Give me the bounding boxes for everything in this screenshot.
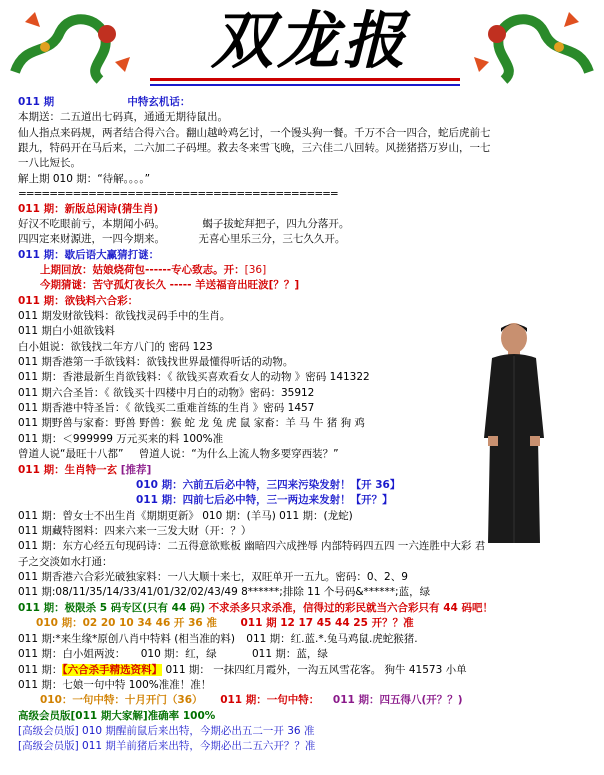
line-41: [高级会员版] 010 期醒前鼠后来出特，今期必出五二一开 36 准 (18, 725, 315, 737)
line-4: 跟九，特码开在马后来，二六加二子码埋。救去冬来雪飞晚，三六佳二八回转。风搓猪搭万岁山，一七 (18, 142, 491, 154)
line-28: 011 期藏特图料：四来六来一三发大财（开：？） (18, 525, 252, 537)
line-2: 本期送：二五道出七码真，通通无期待鼠出。 (18, 111, 228, 123)
line-12: 今期猜谜：苦守孤灯夜长久 ----- 羊送福音出旺波[？？] (40, 279, 300, 291)
line-42: [高级会员版] 011 期羊前猪后来出特，今期必出二五六开？？准 (18, 740, 316, 752)
dragon-left-icon (5, 2, 140, 87)
line-24: 011 期：生肖特一玄 [推荐] (18, 464, 152, 476)
header-rule (150, 84, 460, 86)
line-5: 一八比短长。 (18, 157, 81, 169)
line-11: 上期回放：姑娘烧荷包------专心致志。开：[36] (40, 264, 267, 276)
line-3: 仙人指点来码规，两者结合得六合。翻山越岭鸡乞讨，一个馒头狗一餐。千万不合一四合，蛇后虎前七 (18, 127, 491, 139)
line-7: 011 期：新版总闲诗(猜生肖) (18, 203, 159, 215)
line-35: 011 期:*来生缘*原创八肖中特料 (相当准的料) 011 期：红.蓝.*.兔马鸡鼠.虎蛇猴猪. (18, 633, 418, 645)
line-34: 010 期：02 20 10 34 46 开 36 准 011 期 12 17 45 44 25 开？？准 (36, 617, 414, 629)
line-27: 011 期：曾女士不出生肖《期期更新》 010 期：(羊马) 011 期：(龙蛇) (18, 510, 353, 522)
header (0, 0, 604, 92)
line-19: 011 期六合圣旨：《 欲钱买十四楼中月白的动物》密码：35912 (18, 387, 315, 399)
line-22: 011 期：＜999999 万元买来的料 100%准 (18, 433, 224, 445)
line-30: 子之交淡如水打通： (18, 556, 113, 568)
line-36: 011 期：白小姐两波： 010 期：红，绿 011 期：蓝，绿 (18, 648, 328, 660)
line-26: 011 期：四前七后必中特，三一两边来发射！【开？】 (136, 494, 393, 506)
line-6: 解上期 010 期：“待解。。。。” (18, 173, 151, 185)
line-32: 011 期:08/11/35/14/33/41/01/32/02/43/49 8******;排除 11 个号码&******;蓝，绿 (18, 586, 431, 598)
line-15: 011 期白小姐欲钱料 (18, 325, 115, 337)
man-in-robe-image (478, 318, 550, 548)
line-40: 高级会员版[011 期大家解]准确率 100% (18, 710, 216, 722)
separator: ========================================= (18, 188, 338, 200)
line-25: 010 期：六前五后必中特，三四来污染发射！【开 36】 (136, 479, 401, 491)
line-1: 011 期 中特玄机话： (18, 96, 191, 108)
line-16: 白小姐说：欲钱找二年方八门的 密码 123 (18, 341, 213, 353)
line-8: 好汉不吃眼前亏，本期闻小码。 蝎子拔蛇拜把子，四九分落开。 (18, 218, 350, 230)
line-9: 四四定来财源进，一四今期来。 无喜心里乐三分，三七久久开。 (18, 233, 346, 245)
line-29: 011 期：东方心经五句现码诗：二五得意欲账板 幽暗四六成挫辱 内部特码四五四 一六连胜中大彩 君 (18, 540, 486, 552)
line-13: 011 期：欲钱料六合彩： (18, 295, 139, 307)
line-33: 011 期：极限杀 5 码专区(只有 44 码) 不求杀多只求杀准，信得过的彩民就当六合彩只有 44 码吧！ (18, 602, 493, 614)
page-title: 双龙报 (210, 4, 409, 77)
line-14: 011 期发财欲钱料：欲钱找灵码手中的生肖。 (18, 310, 231, 322)
line-10: 011 期：歇后语大赢猜打谜： (18, 249, 160, 261)
line-20: 011 期香港中特圣旨：《 欲钱买二重难首练的生肖 》密码 1457 (18, 402, 315, 414)
line-18: 011 期：香港最新生肖欲钱料：《 欲钱买喜欢看女人的动物 》密码 141322 (18, 371, 370, 383)
dragon-right-icon (464, 2, 599, 87)
header-rule (150, 78, 460, 81)
line-23: 曾道人说“最旺十八都” 曾道人说：“为什么上流人物多要穿西装？” (18, 448, 339, 460)
line-21: 011 期野兽与家畜：野兽 野兽：猴 蛇 龙 兔 虎 鼠 家畜：羊 马 牛 猪 狗 鸡 (18, 417, 365, 429)
line-37: 011 期：【六合杀手精选资料】 011 期： 一抹四红月霞外，一沟五风雪花客。 狗牛 41573 小单 (18, 664, 467, 676)
line-38: 011 期：七娘一句中特 100%准准！准！ (18, 679, 212, 691)
line-17: 011 期香港第一手欲钱料：欲钱找世界最懂得听话的动物。 (18, 356, 294, 368)
line-39: 010：一句中特：十月开门（36） 011 期：一句中特： 011 期：四五得八(开？？) (40, 694, 463, 706)
line-31: 011 期香港六合彩光破独家料：一八大顺十来七，双旺单开一五九。密码：0、2、9 (18, 571, 408, 583)
